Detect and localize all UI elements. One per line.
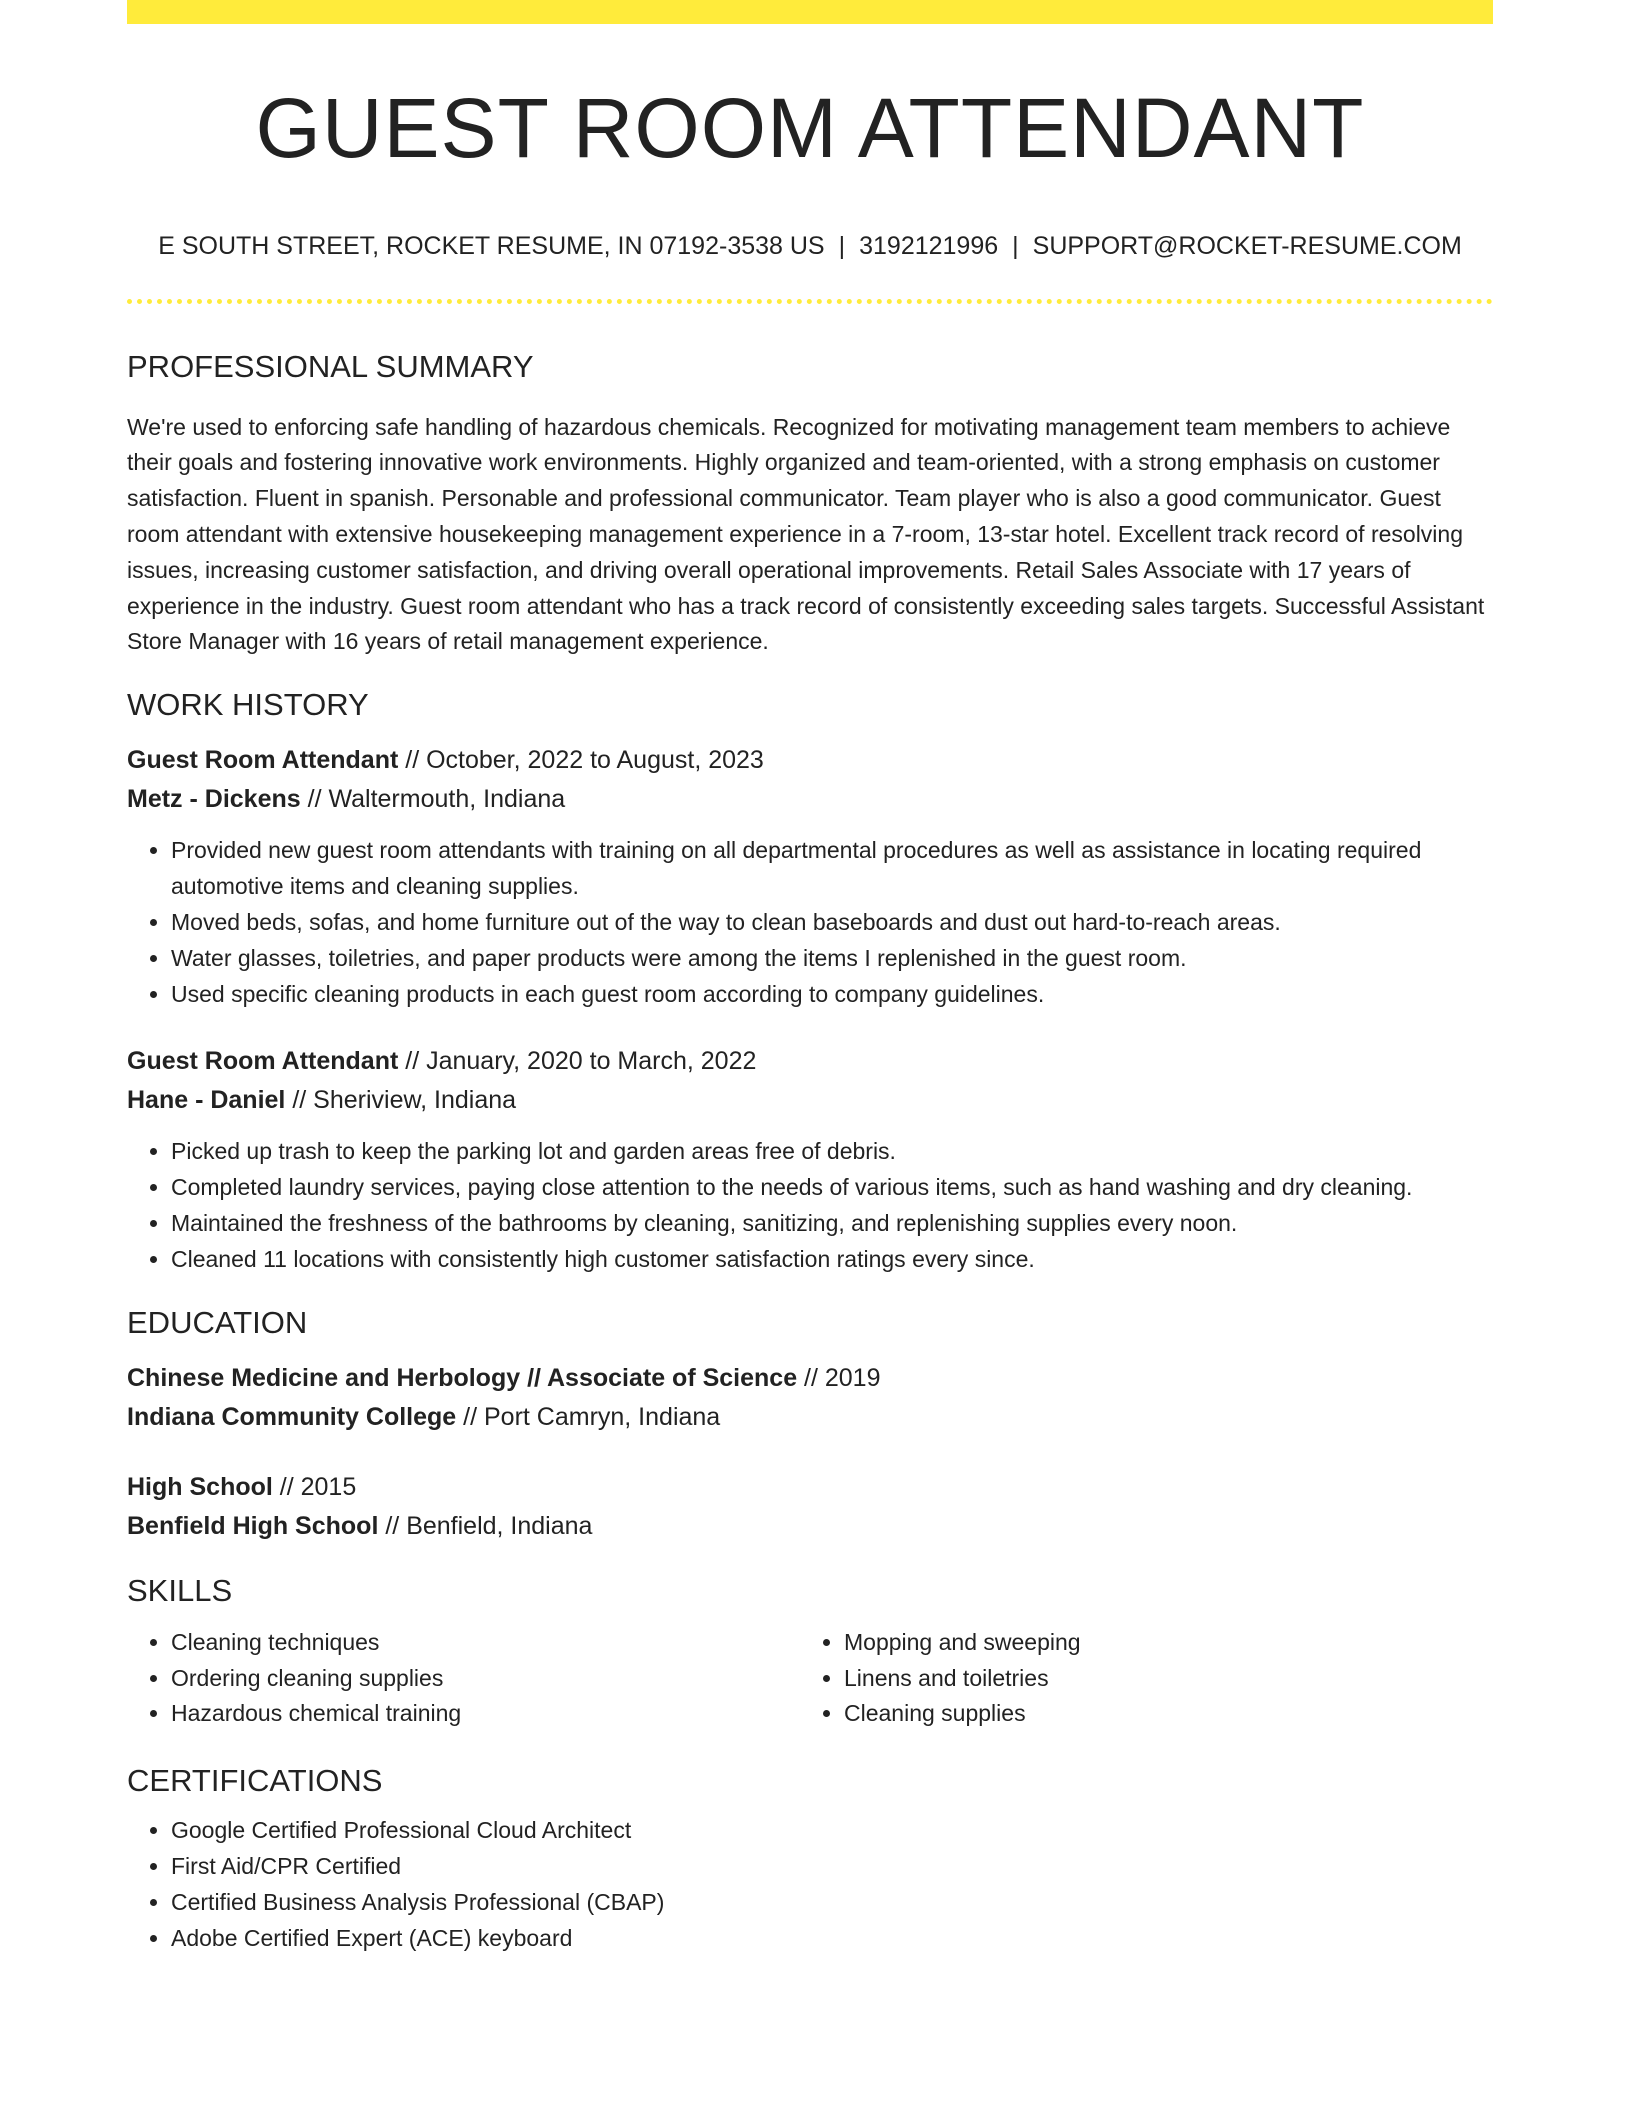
job-company: Hane - Daniel	[127, 1086, 286, 1115]
certifications-title: CERTIFICATIONS	[127, 1763, 383, 1799]
contact-email: SUPPORT@ROCKET-RESUME.COM	[1032, 232, 1462, 261]
skill-item: • Cleaning techniques	[171, 1625, 800, 1661]
certifications-list	[127, 1813, 1493, 1956]
job-location: // Sheriview, Indiana	[285, 1086, 517, 1115]
education-section	[127, 1304, 1493, 1546]
skills-title: SKILLS	[127, 1572, 233, 1608]
skills-section	[127, 1572, 1493, 1733]
work-history-section	[127, 686, 1493, 1277]
education-school: Benfield High School	[127, 1511, 379, 1540]
education-entry	[127, 1359, 1493, 1437]
certification-item: • Certified Business Analysis Professional (CBAP)	[171, 1885, 1493, 1921]
skill-item: • Hazardous chemical training	[171, 1696, 800, 1732]
certification-item: • First Aid/CPR Certified	[171, 1849, 1493, 1885]
education-school: Indiana Community College	[127, 1402, 457, 1431]
work-history-title: WORK HISTORY	[127, 687, 369, 723]
job-bullet: • Water glasses, toiletries, and paper products were among the items I replenished in the guest room.	[171, 941, 1493, 977]
header-divider	[127, 299, 1493, 304]
education-degree-line	[127, 1468, 1493, 1507]
job-company: Metz - Dickens	[127, 785, 301, 814]
education-degree: Chinese Medicine and Herbology // Associate of Science	[127, 1363, 798, 1392]
skills-column-right	[800, 1625, 1473, 1732]
education-school-line	[127, 1507, 1493, 1546]
skill-item: • Ordering cleaning supplies	[171, 1661, 800, 1697]
job-title-line	[127, 741, 1493, 780]
job-title: Guest Room Attendant	[127, 746, 399, 775]
job-bullet: • Provided new guest room attendants with training on all departmental procedures as well as assistance in locating required automotive items and cleaning supplies.	[171, 833, 1493, 905]
contact-separator: |	[838, 232, 846, 261]
top-accent-bar	[127, 0, 1493, 24]
education-school-line	[127, 1398, 1493, 1437]
resume-page	[127, 0, 1493, 1957]
contact-line	[127, 232, 1493, 261]
job-bullets	[127, 833, 1493, 1012]
education-degree-line	[127, 1359, 1493, 1398]
education-entry	[127, 1468, 1493, 1546]
job-entry	[127, 741, 1493, 1012]
contact-address: E SOUTH STREET, ROCKET RESUME, IN 07192-3538 US	[158, 232, 825, 261]
certifications-section	[127, 1762, 1493, 1956]
candidate-name: GUEST ROOM ATTENDANT	[255, 81, 1365, 175]
job-entry	[127, 1042, 1493, 1277]
job-bullet: • Maintained the freshness of the bathrooms by cleaning, sanitizing, and replenishing supplies every noon.	[171, 1206, 1493, 1242]
education-year: // 2015	[272, 1472, 357, 1501]
skill-item: • Linens and toiletries	[844, 1661, 1473, 1697]
education-degree: High School	[127, 1472, 273, 1501]
contact-separator: |	[1012, 232, 1019, 261]
job-bullets	[127, 1134, 1493, 1277]
summary-text: We're used to enforcing safe handling of hazardous chemicals. Recognized for motivating management team members to achieve their goals and fostering innovative work environments. Highly organized and team-oriented, with a strong emphasis on customer satisfaction. Fluent in spanish. Personable and professional communicator. Team player who is also a good communicator. Guest room attendant with extensive housekeeping management experience in a 7-room, 13-star hotel. Excellent track record of resolving issues, increasing customer satisfaction, and driving overall operational improvements. Retail Sales Associate with 17 years of experience in the industry. Guest room attendant who has a track record of consistently exceeding sales targets. Successful Assistant Store Manager with 16 years of retail management experience.	[127, 413, 1485, 655]
skills-grid	[127, 1625, 1493, 1732]
education-location: // Port Camryn, Indiana	[456, 1402, 721, 1431]
education-year: // 2019	[797, 1363, 881, 1392]
job-bullet: • Picked up trash to keep the parking lot and garden areas free of debris.	[171, 1134, 1493, 1170]
skills-list	[800, 1625, 1473, 1732]
job-company-line	[127, 1081, 1493, 1120]
job-bullet: • Cleaned 11 locations with consistently high customer satisfaction ratings every since.	[171, 1242, 1493, 1278]
job-location: // Waltermouth, Indiana	[300, 785, 566, 814]
skills-column-left	[127, 1625, 800, 1732]
job-title: Guest Room Attendant	[127, 1047, 399, 1076]
job-title-line	[127, 1042, 1493, 1081]
skills-list	[127, 1625, 800, 1732]
skill-item: • Mopping and sweeping	[844, 1625, 1473, 1661]
skill-item: • Cleaning supplies	[844, 1696, 1473, 1732]
job-bullet: • Completed laundry services, paying close attention to the needs of various items, such as hand washing and dry cleaning.	[171, 1170, 1493, 1206]
education-title: EDUCATION	[127, 1304, 308, 1340]
job-dates: // October, 2022 to August, 2023	[398, 746, 764, 775]
certification-item: • Google Certified Professional Cloud Architect	[171, 1813, 1493, 1849]
job-dates: // January, 2020 to March, 2022	[398, 1047, 757, 1076]
summary-title: PROFESSIONAL SUMMARY	[127, 349, 534, 385]
job-bullet: • Used specific cleaning products in each guest room according to company guidelines.	[171, 977, 1493, 1013]
job-company-line	[127, 780, 1493, 819]
summary-section	[127, 348, 1493, 660]
certification-item: • Adobe Certified Expert (ACE) keyboard	[171, 1921, 1493, 1957]
education-location: // Benfield, Indiana	[378, 1511, 593, 1540]
contact-phone: 3192121996	[859, 232, 999, 261]
job-bullet: • Moved beds, sofas, and home furniture out of the way to clean baseboards and dust out hard-to-reach areas.	[171, 905, 1493, 941]
